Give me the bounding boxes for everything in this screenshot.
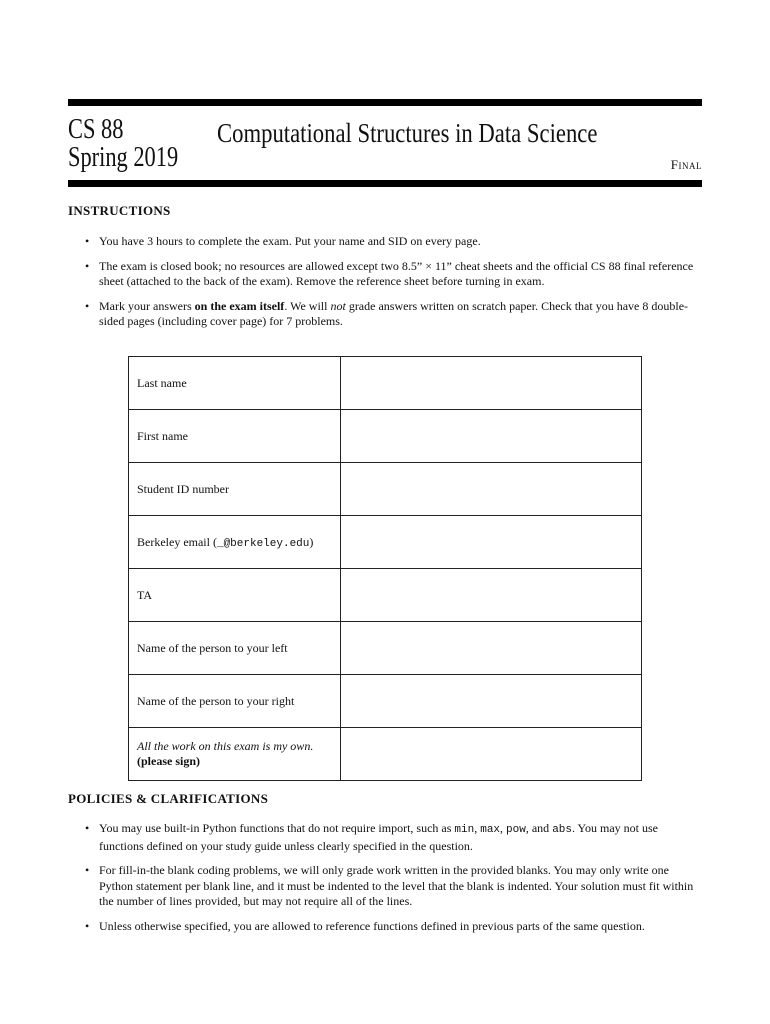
ta-field[interactable] [341, 569, 642, 622]
policy-text: , [474, 821, 481, 835]
policy-code: min [454, 824, 475, 836]
left-person-label: Name of the person to your left [129, 622, 341, 675]
left-person-field[interactable] [341, 622, 642, 675]
instruction-text: grade answers written on scratch paper. Check that you have 8 double-sided pages (including cover page) for 7 problems. [99, 298, 689, 328]
policy-item [84, 821, 702, 854]
first-name-field[interactable] [341, 410, 642, 463]
policy-text: , [500, 821, 507, 835]
table-row [129, 516, 642, 569]
ta-label: TA [129, 569, 341, 622]
signature-prompt: (please sign) [137, 754, 200, 768]
instruction-item [84, 259, 702, 290]
right-person-label: Name of the person to your right [129, 675, 341, 728]
instruction-emphasis: on the exam itself [194, 298, 285, 313]
header-top-rule [68, 99, 702, 106]
policies-list [84, 821, 702, 934]
signature-statement: All the work on this exam is my own. [137, 739, 314, 753]
instruction-item [84, 234, 702, 250]
table-row [129, 463, 642, 516]
table-row [129, 569, 642, 622]
policy-text: . You may not use functions defined on your study guide unless clearly specified in the question. [99, 821, 659, 853]
policy-code: pow [506, 824, 526, 836]
instruction-text: The exam is closed book; no resources are allowed except two 8.5” × 11” cheat sheets and the official CS 88 final reference sheet (attached to the back of the exam). Remove the reference sheet before turning in exam. [99, 258, 694, 288]
table-row [129, 357, 642, 410]
email-field[interactable] [341, 516, 642, 569]
exam-type: Final [670, 157, 702, 172]
email-label-text: Berkeley email ( [137, 534, 217, 549]
instruction-item [84, 299, 702, 330]
policy-text: Unless otherwise specified, you are allowed to reference functions defined in previous parts of the same question. [99, 918, 645, 933]
email-label [129, 516, 341, 569]
table-row [129, 410, 642, 463]
table-row [129, 675, 642, 728]
course-code: CS 88 [68, 114, 124, 145]
instructions-list [84, 234, 702, 330]
signature-field[interactable] [341, 728, 642, 781]
policy-item [84, 919, 702, 935]
last-name-field[interactable] [341, 357, 642, 410]
instruction-text: Mark your answers [99, 298, 195, 313]
right-person-field[interactable] [341, 675, 642, 728]
instruction-text: You have 3 hours to complete the exam. Put your name and SID on every page. [99, 234, 481, 248]
table-row [129, 728, 642, 781]
last-name-label: Last name [129, 357, 341, 410]
instruction-text: . We will [284, 298, 331, 313]
student-id-field[interactable] [341, 463, 642, 516]
table-row [129, 622, 642, 675]
student-info-table [128, 356, 642, 781]
policy-text: For fill-in-the blank coding problems, we will only grade work written in the provided blanks. You may only write one Python statement per blank line, and it must be indented to the level that the blank is indented. Your solution must fit within the number of lines provided, but may not require all of the lines. [99, 863, 694, 908]
policy-code: abs [552, 824, 572, 836]
course-term: Spring 2019 [68, 142, 179, 173]
course-title: Computational Structures in Data Science [217, 118, 598, 148]
policy-text: , and [525, 821, 553, 835]
first-name-label: First name [129, 410, 341, 463]
instruction-italic: not [330, 298, 346, 313]
signature-label [129, 728, 341, 781]
instructions-heading: INSTRUCTIONS [68, 203, 171, 218]
policy-code: max [480, 824, 501, 836]
policy-text: You may use built-in Python functions that do not require import, such as [99, 821, 455, 835]
student-id-label: Student ID number [129, 463, 341, 516]
email-label-suffix: ) [309, 534, 314, 549]
header-bottom-rule [68, 180, 702, 187]
email-domain-code: _@berkeley.edu [216, 537, 310, 550]
policy-item [84, 863, 702, 910]
policies-heading: POLICIES & CLARIFICATIONS [68, 791, 269, 806]
